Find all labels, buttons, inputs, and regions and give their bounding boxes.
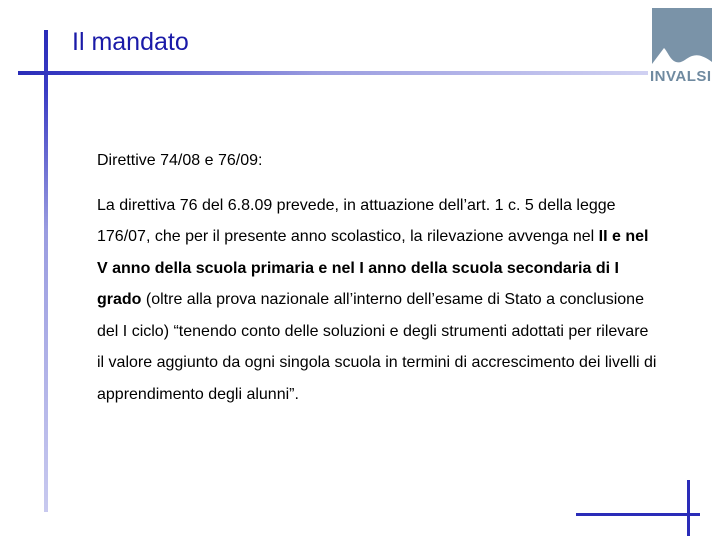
logo-wordmark: INVALSI: [650, 68, 712, 85]
paragraph-text-2: (oltre alla prova nazionale all’interno dell’esame di Stato a conclusione del I ciclo) “tenendo conto delle soluzioni e degli strumenti adottati per rilevare il valore aggiunto da ogni singola scuola in termini di accrescimento dei livelli di apprendimento degli alunni”.: [97, 291, 657, 403]
logo-shape-icon: [652, 8, 712, 64]
paragraph-bold-text: II e nel V anno della scuola primaria e nel I anno della scuola secondaria di I grado: [97, 228, 649, 308]
slide-body: [97, 145, 657, 410]
body-paragraph: [97, 190, 657, 411]
title-vertical-rule: [44, 30, 48, 512]
corner-horizontal-rule: [576, 513, 700, 516]
body-heading: Direttive 74/08 e 76/09:: [97, 152, 263, 169]
title-horizontal-rule: [18, 71, 648, 75]
corner-vertical-rule: [687, 480, 690, 536]
paragraph-text-1: La direttiva 76 del 6.8.09 prevede, in attuazione dell’art. 1 c. 5 della legge 176/07, che per il presente anno scolastico, la rilevazione avvenga nel: [97, 196, 616, 245]
slide-title: Il mandato: [72, 28, 189, 56]
